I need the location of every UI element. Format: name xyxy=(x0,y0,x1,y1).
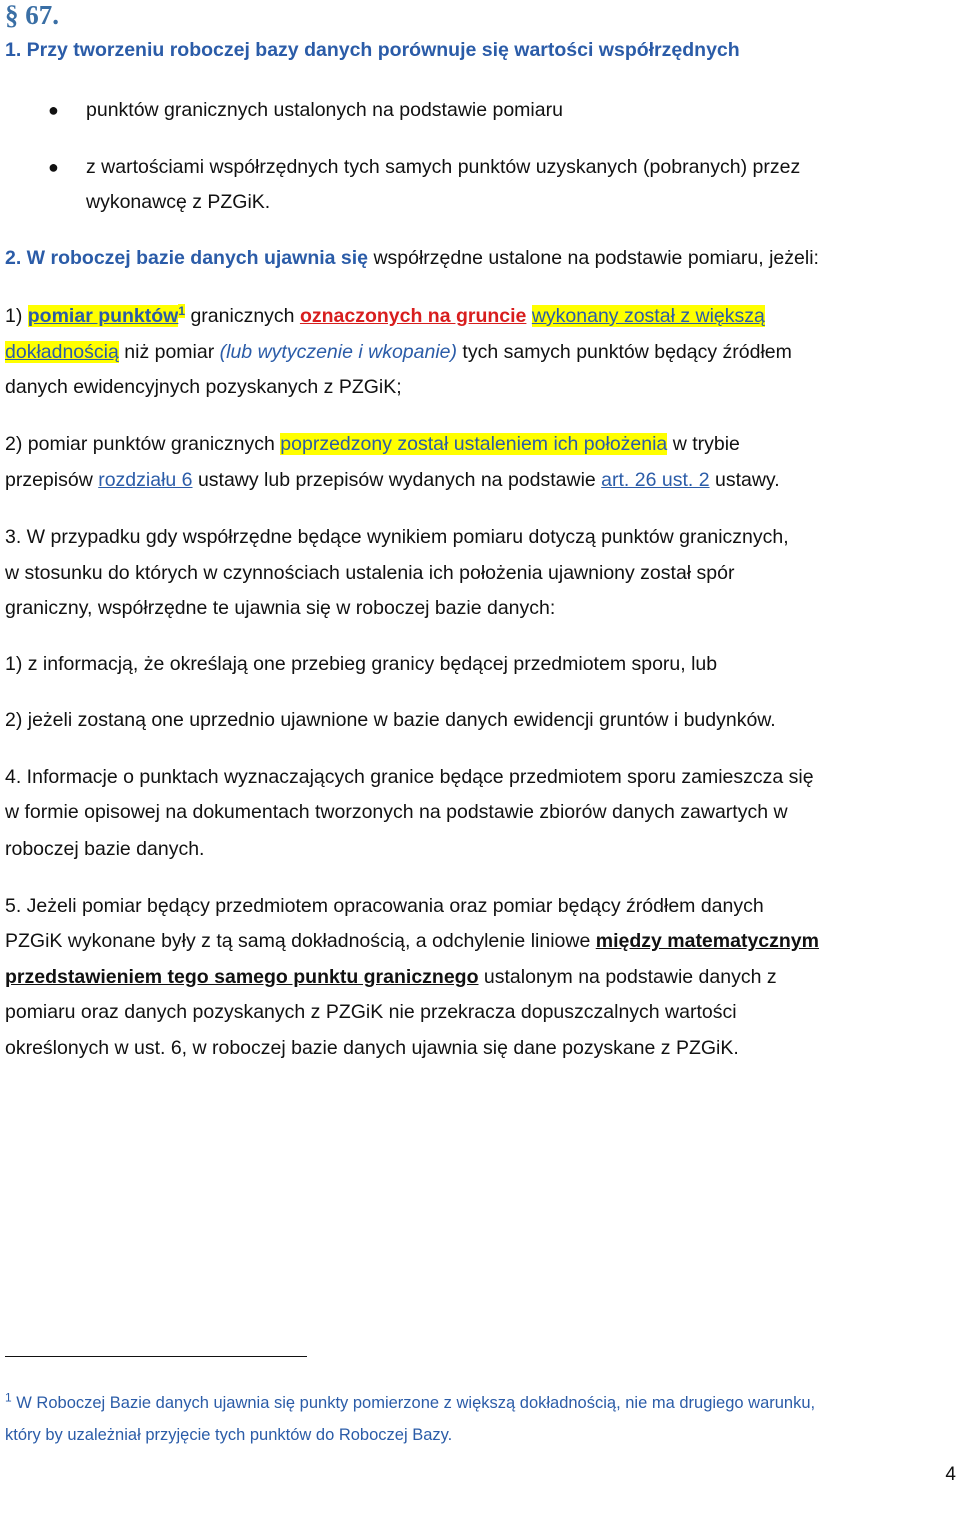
p2-item1-f: dokładnością xyxy=(5,341,119,363)
p2-item2-d: przepisów xyxy=(5,469,99,491)
p1-heading xyxy=(5,38,740,62)
p1-heading-text: 1. Przy tworzeniu roboczej bazy danych porównuje się wartości współrzędnych xyxy=(5,39,740,61)
p2-item1-c: oznaczonych na gruncie xyxy=(299,305,527,327)
p2-item1-g: niż pomiar xyxy=(118,341,220,363)
p2-item1-line3: danych ewidencyjnych pozyskanych z PZGiK; xyxy=(5,376,402,398)
footnote-mark: 1 xyxy=(5,1390,12,1405)
p1-bullet2-line1: z wartościami współrzędnych tych samych punktów uzyskanych (pobranych) przez xyxy=(86,156,801,178)
p2-item2-a: 2) pomiar punktów granicznych xyxy=(5,433,281,455)
p3-line2: w stosunku do których w czynnościach ustalenia ich położenia ujawniony został spór xyxy=(5,562,735,584)
p5-line5: określonych w ust. 6, w roboczej bazie danych ujawnia się dane pozyskane z PZGiK. xyxy=(5,1037,739,1059)
p2-heading-bold: 2. W roboczej bazie danych ujawnia się xyxy=(5,247,369,269)
p2-item1-line1 xyxy=(5,304,765,328)
p5-line2b: między matematycznym xyxy=(595,930,819,952)
p2-item2-b: poprzedzony został ustaleniem ich położenia xyxy=(280,433,668,455)
p2-item2-c: w trybie xyxy=(667,433,740,455)
p3-item1: 1) z informacją, że określają one przebieg granicy będącej przedmiotem sporu, lub xyxy=(5,653,718,675)
p3-item2: 2) jeżeli zostaną one uprzednio ujawnione w bazie danych ewidencji gruntów i budynków. xyxy=(5,709,776,731)
p2-item1-line2 xyxy=(5,340,792,364)
link-art-26-ust-2[interactable]: art. 26 ust. 2 xyxy=(601,469,710,491)
footnote-line1 xyxy=(5,1392,815,1414)
p2-heading xyxy=(5,246,819,270)
p2-item2-line1 xyxy=(5,432,740,456)
p2-item1-number: 1) xyxy=(5,305,28,327)
p5-line3b: ustalonym na podstawie danych z xyxy=(478,966,777,988)
section-number: § 67. xyxy=(5,0,59,30)
footnote-text1: W Roboczej Bazie danych ujawnia się punkty pomierzone z większą dokładnością, nie ma drugiego warunku, xyxy=(11,1394,816,1412)
p1-bullet1: punktów granicznych ustalonych na podstawie pomiaru xyxy=(86,99,563,121)
p2-item1-i: tych samych punktów będący źródłem xyxy=(457,341,792,363)
p2-item1-d xyxy=(526,305,531,327)
p4-line2: w formie opisowej na dokumentach tworzonych na podstawie zbiorów danych zawartych w xyxy=(5,801,788,823)
p5-line2a: PZGiK wykonane były z tą samą dokładnością, a odchylenie liniowe xyxy=(5,930,596,952)
p2-item2-line2 xyxy=(5,468,780,492)
bullet-icon: ● xyxy=(48,100,59,120)
p2-item1-a: pomiar punktów xyxy=(27,305,179,327)
p2-item2-f: ustawy lub przepisów wydanych na podstawie xyxy=(192,469,602,491)
page-number: 4 xyxy=(945,1464,956,1485)
p1-bullet2-line2: wykonawcę z PZGiK. xyxy=(86,191,271,213)
p2-heading-rest: współrzędne ustalone na podstawie pomiaru, jeżeli: xyxy=(368,247,819,269)
p3-line1: 3. W przypadku gdy współrzędne będące wynikiem pomiaru dotyczą punktów granicznych, xyxy=(5,526,789,548)
p5-line2 xyxy=(5,929,819,953)
p3-line3: graniczny, współrzędne te ujawnia się w roboczej bazie danych: xyxy=(5,597,556,619)
footnote-line2: który by uzależniał przyjęcie tych punktów do Roboczej Bazy. xyxy=(5,1426,453,1444)
p2-item2-h: ustawy. xyxy=(709,469,780,491)
p2-item1-e: wykonany został z większą xyxy=(531,305,765,327)
p4-line1: 4. Informacje o punktach wyznaczających granice będące przedmiotem sporu zamieszcza się xyxy=(5,766,814,788)
p5-line3 xyxy=(5,965,777,989)
p5-line3a: przedstawieniem tego samego punktu granicznego xyxy=(5,966,479,988)
p2-item1-b: granicznych xyxy=(185,305,300,327)
bullet-icon: ● xyxy=(48,157,59,177)
p4-line3: roboczej bazie danych. xyxy=(5,838,205,860)
p5-line1: 5. Jeżeli pomiar będący przedmiotem opracowania oraz pomiar będący źródłem danych xyxy=(5,895,764,917)
p5-line4: pomiaru oraz danych pozyskanych z PZGiK nie przekracza dopuszczalnych wartości xyxy=(5,1001,737,1023)
footnote-ref: 1 xyxy=(178,303,186,318)
footnote-separator xyxy=(5,1356,307,1357)
link-rozdzialu-6[interactable]: rozdziału 6 xyxy=(98,469,193,491)
p2-item1-h: (lub wytyczenie i wkopanie) xyxy=(219,341,457,363)
